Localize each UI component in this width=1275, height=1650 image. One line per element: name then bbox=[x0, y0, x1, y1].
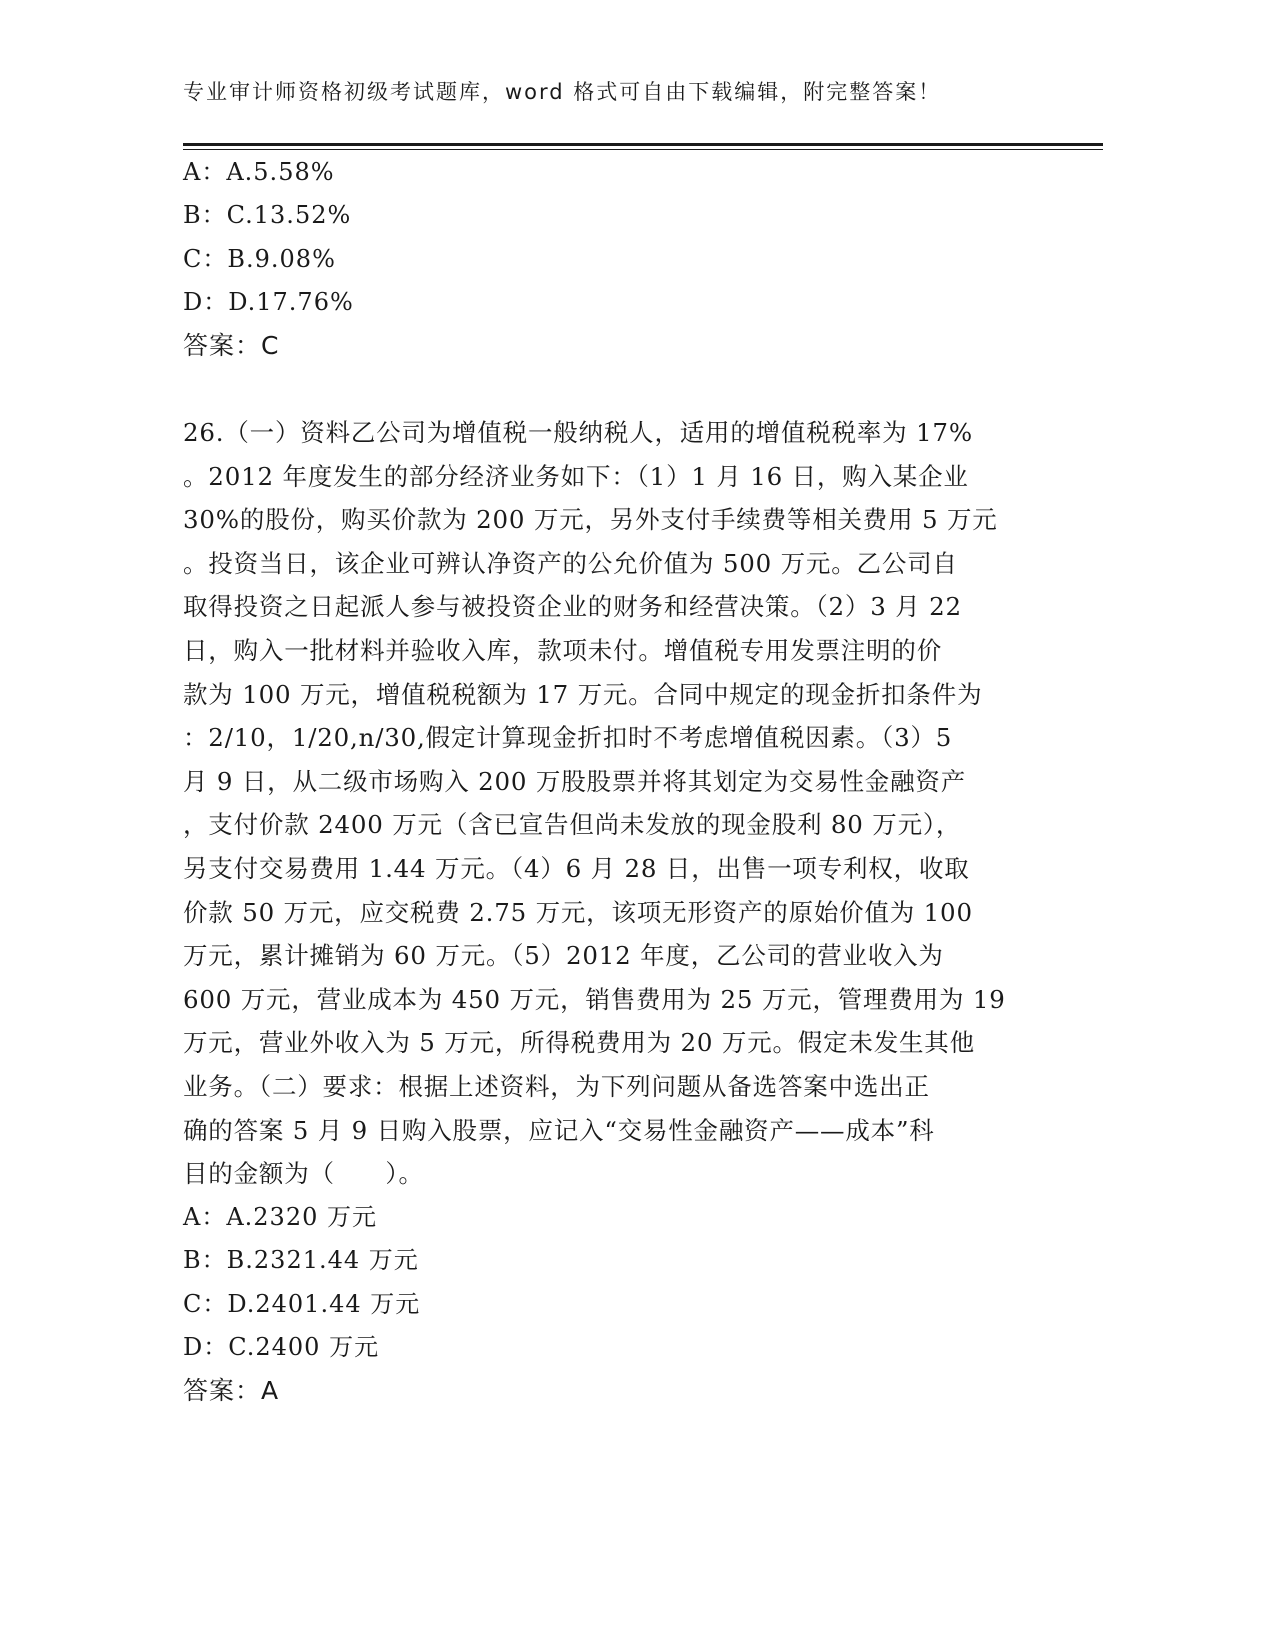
header-divider-thick bbox=[183, 143, 1103, 146]
q26-stem-line: 价款 50 万元，应交税费 2.75 万元，该项无形资产的原始价值为 100 bbox=[183, 897, 973, 927]
q25-answer: 答案：C bbox=[183, 331, 280, 360]
q26-stem-line: 30%的股份，购买价款为 200 万元，另外支付手续费等相关费用 5 万元 bbox=[183, 505, 998, 535]
q26-stem-line: 款为 100 万元，增值税税额为 17 万元。合同中规定的现金折扣条件为 bbox=[183, 679, 983, 709]
q26-option-c: C：D.2401.44 万元 bbox=[183, 1290, 421, 1318]
q26-stem-line: 万元，营业外收入为 5 万元，所得税费用为 20 万元。假定未发生其他 bbox=[183, 1028, 975, 1058]
q26-option-b: B：B.2321.44 万元 bbox=[183, 1246, 419, 1274]
q26-stem-line: 。2012 年度发生的部分经济业务如下：（1）1 月 16 日，购入某企业 bbox=[183, 461, 969, 491]
q26-stem-line: 万元，累计摊销为 60 万元。（5）2012 年度，乙公司的营业收入为 bbox=[183, 941, 944, 971]
q26-option-d: D：C.2400 万元 bbox=[183, 1333, 380, 1361]
q26-stem-line: 日，购入一批材料并验收入库，款项未付。增值税专用发票注明的价 bbox=[183, 635, 942, 665]
q26-stem-line: 业务。（二）要求：根据上述资料，为下列问题从备选答案中选出正 bbox=[183, 1071, 930, 1101]
q26-stem-line: 26.（一）资料乙公司为增值税一般纳税人，适用的增值税税率为 17% bbox=[183, 418, 973, 447]
q26-option-a: A：A.2320 万元 bbox=[183, 1203, 377, 1231]
q26-stem-line: 另支付交易费用 1.44 万元。（4）6 月 28 日，出售一项专利权，收取 bbox=[183, 853, 970, 883]
q25-option-a: A：A.5.58% bbox=[183, 158, 335, 186]
q26-stem bbox=[183, 418, 1043, 1203]
q25-option-b: B：C.13.52% bbox=[183, 201, 352, 229]
q25-option-c: C：B.9.08% bbox=[183, 245, 336, 273]
q26-stem-line: ，支付价款 2400 万元（含已宣告但尚未发放的现金股利 80 万元）， bbox=[183, 810, 962, 840]
q26-stem-line: 目的金额为（ ）。 bbox=[183, 1159, 424, 1189]
q26-stem-line: 取得投资之日起派人参与被投资企业的财务和经营决策。（2）3 月 22 bbox=[183, 592, 962, 622]
q26-stem-line: ：2/10，1/20,n/30,假定计算现金折扣时不考虑增值税因素。（3）5 bbox=[183, 723, 953, 753]
q26-stem-line: 月 9 日，从二级市场购入 200 万股股票并将其划定为交易性金融资产 bbox=[183, 766, 966, 796]
q26-answer: 答案：A bbox=[183, 1376, 280, 1405]
q26-stem-line: 600 万元，营业成本为 450 万元，销售费用为 25 万元，管理费用为 19 bbox=[183, 984, 1006, 1014]
page-header: 专业审计师资格初级考试题库，word 格式可自由下载编辑，附完整答案！ bbox=[183, 80, 942, 104]
q26-stem-line: 。投资当日，该企业可辨认净资产的公允价值为 500 万元。乙公司自 bbox=[183, 548, 958, 578]
header-divider-thin bbox=[183, 149, 1103, 150]
q26-stem-line: 确的答案 5 月 9 日购入股票，应记入“交易性金融资产——成本”科 bbox=[183, 1115, 935, 1145]
q25-option-d: D：D.17.76% bbox=[183, 288, 354, 316]
